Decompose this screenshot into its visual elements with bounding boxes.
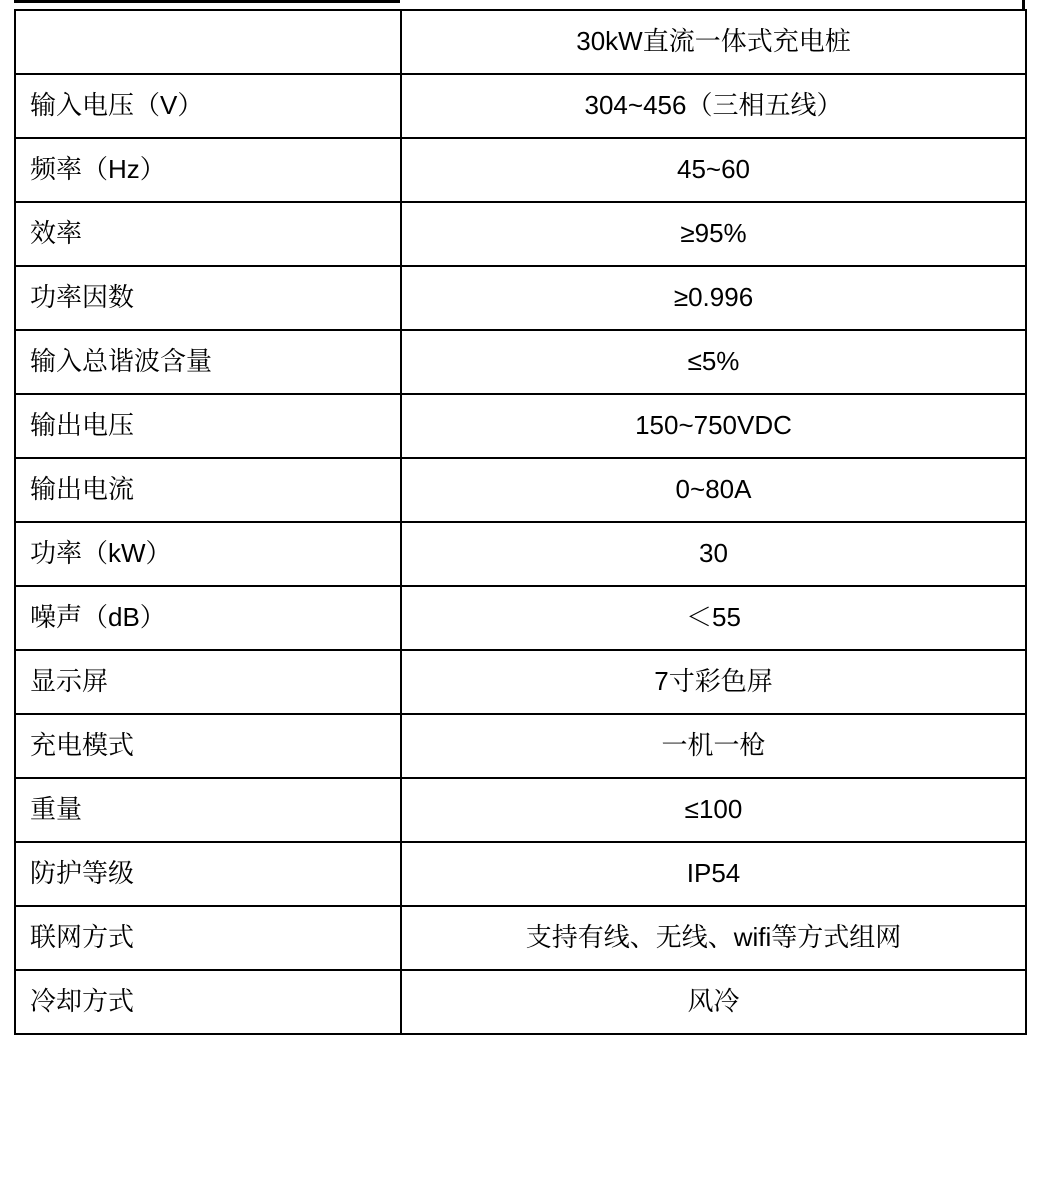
row-value: ＜55 (401, 586, 1026, 650)
table-row (15, 394, 1026, 458)
row-label: 冷却方式 (15, 970, 401, 1034)
row-value: ≤5% (401, 330, 1026, 394)
row-label: 功率（kW） (15, 522, 401, 586)
row-label: 联网方式 (15, 906, 401, 970)
table-row (15, 906, 1026, 970)
row-label: 重量 (15, 778, 401, 842)
row-value: 7寸彩色屏 (401, 650, 1026, 714)
row-label: 频率（Hz） (15, 138, 401, 202)
table-corner-cell (15, 10, 401, 74)
row-value: ≤100 (401, 778, 1026, 842)
table-row (15, 138, 1026, 202)
row-label: 输入电压（V） (15, 74, 401, 138)
table-row (15, 458, 1026, 522)
row-value: 45~60 (401, 138, 1026, 202)
row-value: 风冷 (401, 970, 1026, 1034)
table-row (15, 842, 1026, 906)
row-value: 304~456（三相五线） (401, 74, 1026, 138)
table-row (15, 650, 1026, 714)
row-label: 输出电流 (15, 458, 401, 522)
row-value: 0~80A (401, 458, 1026, 522)
table-header-title: 30kW直流一体式充电桩 (401, 10, 1026, 74)
specification-table (14, 9, 1027, 1035)
row-label: 功率因数 (15, 266, 401, 330)
row-label: 充电模式 (15, 714, 401, 778)
table-row (15, 586, 1026, 650)
table-row (15, 266, 1026, 330)
row-label: 防护等级 (15, 842, 401, 906)
row-value: IP54 (401, 842, 1026, 906)
row-value: ≥95% (401, 202, 1026, 266)
row-value: 150~750VDC (401, 394, 1026, 458)
table-row (15, 330, 1026, 394)
row-label: 输出电压 (15, 394, 401, 458)
row-label: 输入总谐波含量 (15, 330, 401, 394)
table-row (15, 778, 1026, 842)
table-row (15, 714, 1026, 778)
row-label: 效率 (15, 202, 401, 266)
row-value: 支持有线、无线、wifi等方式组网 (401, 906, 1026, 970)
row-value: ≥0.996 (401, 266, 1026, 330)
row-value: 30 (401, 522, 1026, 586)
table-row (15, 202, 1026, 266)
table-row (15, 74, 1026, 138)
table-row (15, 522, 1026, 586)
table-header-row (15, 10, 1026, 74)
row-value: 一机一枪 (401, 714, 1026, 778)
table-top-border-fragment-left (14, 0, 400, 3)
row-label: 显示屏 (15, 650, 401, 714)
row-label: 噪声（dB） (15, 586, 401, 650)
table-row (15, 970, 1026, 1034)
